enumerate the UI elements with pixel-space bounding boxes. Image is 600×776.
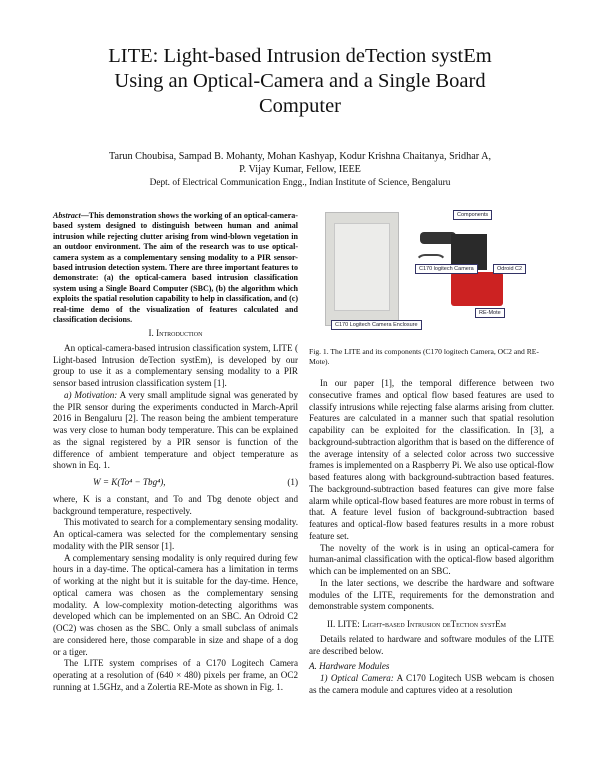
paragraph: In our paper [1], the temporal difference between two consecutive frames and optical flow based features are used to classify intrusions while rejecting false alarms arising from clutter. Features are calculated in a manner such that spatial resolution capability can be exploited for the classification. In [3], a background-subtraction algorithm that is based on the difference of the average intensity of a selected color across two successive frames is implemented on a Raspberry Pi. We also use optical-flow based features along with background-subtraction based features. The background-subtraction based features can give more false alarm while optical-flow based features are more robust in terms of that. A feature level fusion of background-subtraction based features and optical-flow based features results in a more robust feature set.: [309, 378, 554, 541]
section-heading-introduction: I. Introduction: [148, 328, 203, 338]
equation-number: (1): [287, 477, 298, 487]
abstract-label: Abstract: [53, 211, 81, 220]
equation-body: W = K(To⁴ − Tbg⁴),: [93, 477, 166, 487]
author-list: Tarun Choubisa, Sampad B. Mohanty, Mohan Kashyap, Kodur Krishna Chaitanya, Sridhar A, P. Vijay Kumar, Fellow, IEEE: [108, 151, 491, 175]
item-label: 1) Optical Camera:: [320, 673, 394, 683]
remote-label: RE-Mote: [475, 308, 505, 318]
lite-enclosure-photo: [325, 212, 399, 326]
paragraph: Details related to hardware and software modules of the LITE are described below.: [309, 633, 554, 656]
paragraph: In the later sections, we describe the hardware and software modules of the LITE, requirements for the demonstration and demonstrable system components.: [309, 577, 554, 612]
paragraph: This motivated to search for a complementary sensing modality. An optical-camera was selected for the complementary sensing modality with the PIR sensor [1].: [53, 517, 298, 551]
introduction-column: [53, 322, 298, 694]
components-label: Components: [453, 210, 492, 220]
paragraph: A C170 Logitech USB webcam is chosen as the camera module and captures video at a resolution: [309, 673, 555, 695]
camera-label: C170 logitech Camera: [415, 264, 478, 274]
enclosure-label: C170 Logitech Camera Enclosure: [331, 320, 422, 330]
abstract: [53, 211, 298, 325]
paragraph: A complementary sensing modality is only required during few hours in a day-time. The optical-camera has a limitation in terms of working at the night but it is suitable for the day-time. Hence, optical camera was chosen as the complementary sensing modality. A low-complexity motion-detecting algorithms was developed which can be implemented on an SBC. An Odroid C2 (OC2) was chosen as the SBC. Only a small subclass of animals are considered here, those comparable in size and shape of a dog or a tiger.: [53, 552, 298, 657]
motivation-label: a) Motivation:: [64, 389, 118, 400]
right-column: [309, 378, 554, 697]
paper-title: LITE: Light-based Intrusion deTection systEm Using an Optical-Camera and a Single Board Computer: [108, 45, 492, 117]
subsection-heading: A. Hardware Modules: [309, 661, 390, 672]
remote-board-image: [451, 272, 503, 306]
paragraph: A very small amplitude signal was generated by the PIR sensor during the experiments conducted in March-April 2016 in Bengaluru [2]. The reason being the ambient temperature was very close to human body temperature. This can be explained as the signal registered by a PIR sensor is function of the difference of ambient temperature and object temperature as shown in Eq. 1.: [53, 389, 298, 471]
paragraph: where, K is a constant, and To and Tbg denote object and background temperature, respectively.: [53, 493, 298, 516]
figure-caption: Fig. 1. The LITE and its components (C170 logitech Camera, OC2 and RE-Mote).: [309, 347, 539, 366]
figure-1: [325, 206, 530, 336]
paragraph: The LITE system comprises of a C170 Logitech Camera operating at a resolution of (640 × 480) pixels per frame, an OC2 running at 1.5GHz, and a Zolertia RE-Mote as shown in Fig. 1.: [53, 658, 298, 692]
odroid-label: Odroid C2: [493, 264, 526, 274]
paragraph: An optical-camera-based intrusion classification system, LITE ( Light-based Intrusion deTection systEm), is developed by our group to use it as a complementary sensing modality to a PIR sensor based intrusion classification system [1].: [53, 342, 298, 388]
section-heading-lite: II. LITE: Light-based Intrusion deTection systEm: [327, 619, 506, 629]
affiliation: Dept. of Electrical Communication Engg., Indian Institute of Science, Bengaluru: [149, 178, 451, 188]
abstract-text: —This demonstration shows the working of an optical-camera-based system designed to distinguish between human and animal intrusion while rejecting clutter arising from wind-blown vegetation in an outdoor environment. The aim of the research was to use optical-camera system as a complementary sensing modality to a PIR sensor-based intrusion detection system. There are three important features to demonstrate: (a) the optical-camera based intrusion classification system using a Single Board Computer (SBC), (b) the algorithm which exploits the spatial resolution capability to help in classification, and (c) real-time demo of the visualization of features calculated and classification decisions.: [53, 211, 298, 325]
paragraph: The novelty of the work is in using an optical-camera for human-animal classification with the optical-flow based algorithm which can be implemented on an SBC.: [309, 542, 554, 576]
equation-1: [53, 477, 298, 489]
